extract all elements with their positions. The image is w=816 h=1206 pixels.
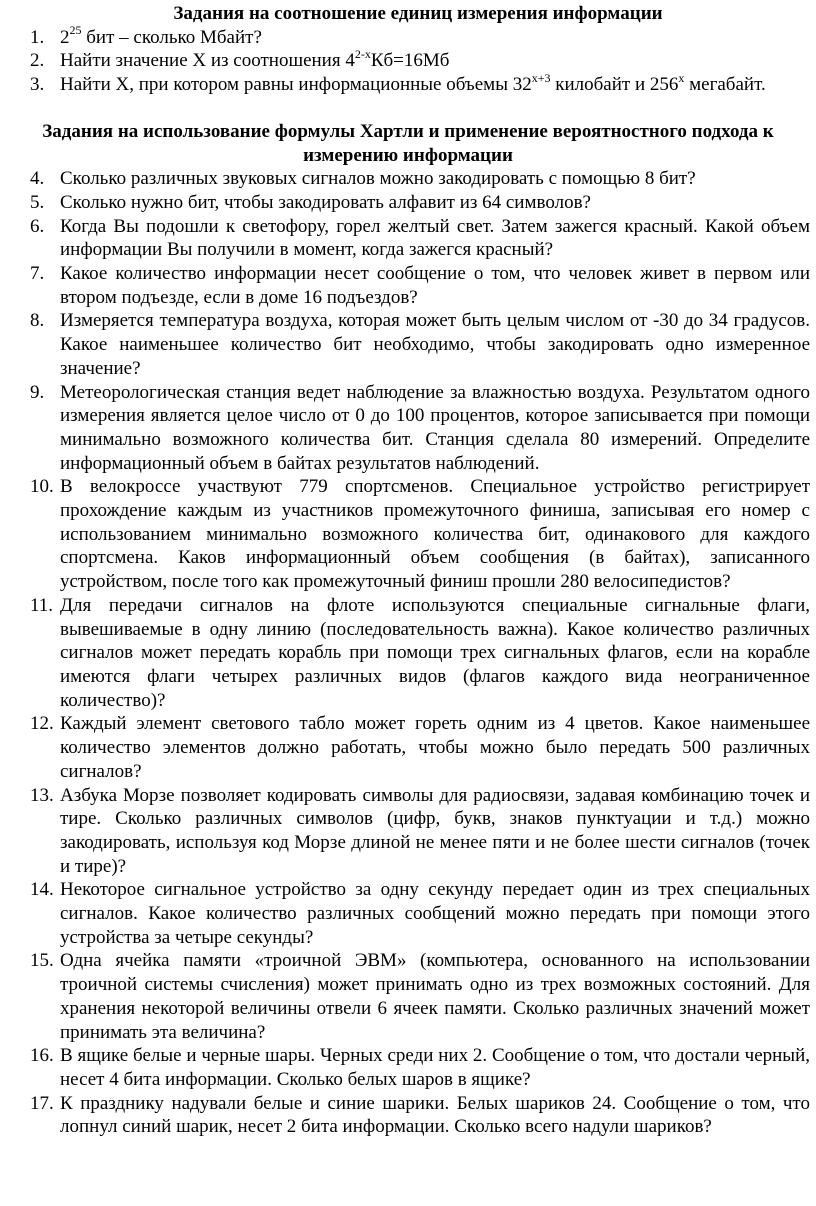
task-number: 9. — [30, 381, 45, 403]
task-number: 6. — [30, 215, 45, 237]
task-number: 3. — [30, 74, 45, 96]
task-item — [30, 262, 810, 309]
task-number: 11. — [30, 594, 54, 616]
task-item — [30, 475, 810, 594]
task-text: бит – сколько Мбайт? — [81, 26, 262, 48]
task-item — [30, 594, 810, 713]
task-exponent: х — [678, 70, 685, 85]
task-item — [30, 381, 810, 476]
task-text: Метеорологическая станция ведет наблюдение за влажностью воздуха. Результатом одного измерения является целое число от 0 до 100 процентов, которое записывается при помощи минимально возможного количества бит. Станция сделала 80 измерений. Определите информационный объем в байтах результатов наблюдений. — [60, 381, 810, 474]
task-item — [30, 949, 810, 1044]
task-item — [30, 1092, 810, 1139]
task-exponent: 2-х — [354, 47, 371, 62]
task-exponent: 25 — [69, 23, 82, 38]
task-text: Некоторое сигнальное устройство за одну секунду передает один из трех специальных сигналов. Какое количество различных сообщений можно передать при помощи этого устройства за четыре секунды? — [60, 879, 810, 948]
task-text: Азбука Морзе позволяет кодировать символы для радиосвязи, задавая комбинацию точек и тире. Сколько различных символов (цифр, букв, знаков пунктуации и т.д.) можно закодировать, используя код Морзе длиной не менее пяти и не более шести сигналов (точек и тире)? — [60, 784, 810, 877]
task-text: Найти Х, при котором равны информационные объемы 32 — [60, 74, 532, 96]
task-text: Найти значение Х из соотношения 4 — [60, 50, 355, 72]
task-list-2 — [30, 167, 810, 1139]
task-item — [30, 784, 810, 879]
task-item — [30, 215, 810, 262]
task-item — [30, 309, 810, 380]
task-item — [30, 712, 810, 783]
task-text: Каждый элемент светового табло может гореть одним из 4 цветов. Какое наименьшее количество элементов должно работать, чтобы можно было передать 500 различных сигналов? — [60, 713, 810, 782]
task-base: 2 — [60, 26, 70, 48]
task-number: 14. — [30, 879, 54, 901]
task-number: 12. — [30, 713, 54, 735]
task-text: Сколько нужно бит, чтобы закодировать алфавит из 64 символов? — [60, 191, 591, 213]
task-number: 13. — [30, 784, 54, 806]
task-text: В ящике белые и черные шары. Черных среди них 2. Сообщение о том, что достали черный, несет 4 бита информации. Сколько белых шаров в ящике? — [60, 1045, 810, 1090]
task-item — [30, 70, 810, 97]
task-item — [30, 191, 810, 215]
task-text: Измеряется температура воздуха, которая может быть целым числом от -30 до 34 градусов. Какое наименьшее количество бит необходимо, чтобы закодировать одно измеренное значение? — [60, 310, 810, 379]
task-exponent: х+3 — [531, 70, 551, 85]
task-number: 2. — [30, 50, 45, 72]
section-1-title: Задания на соотношение единиц измерения информации — [173, 3, 663, 24]
task-number: 5. — [30, 191, 45, 213]
task-text: Сколько различных звуковых сигналов можно закодировать с помощью 8 бит? — [60, 168, 696, 190]
task-item — [30, 878, 810, 949]
task-item — [30, 23, 810, 50]
task-item — [30, 49, 810, 73]
task-number: 15. — [30, 950, 54, 972]
task-number: 8. — [30, 310, 45, 332]
task-text: мегабайт. — [684, 74, 766, 96]
task-number: 10. — [30, 476, 54, 498]
task-text: Для передачи сигналов на флоте используются специальные сигнальные флаги, вывешиваемые в одну линию (последовательность важна). Какое количество различных сигналов может передать корабль при помощи трех сигнальных флагов, если на корабле имеются флаги четырех различных видов (флагов каждого вида неограниченное количество)? — [60, 594, 810, 711]
task-number: 7. — [30, 263, 45, 285]
task-number: 16. — [30, 1045, 54, 1067]
task-item — [30, 167, 810, 191]
task-text: килобайт и 256 — [550, 74, 679, 96]
task-number: 4. — [30, 168, 45, 190]
section-2-title: Задания на использование формулы Хартли и применение вероятностного подхода к измерению информации — [42, 120, 774, 166]
task-text: К празднику надували белые и синие шарики. Белых шариков 24. Сообщение о том, что лопнул синий шарик, несет 2 бита информации. Сколько всего надули шариков? — [60, 1092, 810, 1138]
task-text: Когда Вы подошли к светофору, горел желтый свет. Затем зажегся красный. Какой объем информации Вы получили в момент, когда зажегся красный? — [60, 215, 810, 261]
task-list-1 — [30, 23, 810, 97]
task-text: Одна ячейка памяти «троичной ЭВМ» (компьютера, основанного на использовании троичной системы счисления) может принимать одно из трех возможных состояний. Для хранения некоторой величины отвели 6 ячеек памяти. Сколько различных значений может принимать эта величина? — [60, 950, 810, 1043]
task-text: Какое количество информации несет сообщение о том, что человек живет в первом или втором подъезде, если в доме 16 подъездов? — [60, 263, 810, 308]
task-number: 17. — [30, 1092, 54, 1114]
task-number: 1. — [30, 26, 45, 48]
task-text: В велокроссе участвуют 779 спортсменов. Специальное устройство регистрирует прохождение каждым из участников промежуточного финиша, записывая его номер с использованием минимально возможного количества бит, одинакового для каждого спортсмена. Каков информационный объем сообщения (в байтах), записанного устройством, после того как промежуточный финиш прошли 280 велосипедистов? — [60, 476, 810, 593]
task-text: Кб=16Мб — [370, 50, 450, 72]
task-item — [30, 1044, 810, 1091]
